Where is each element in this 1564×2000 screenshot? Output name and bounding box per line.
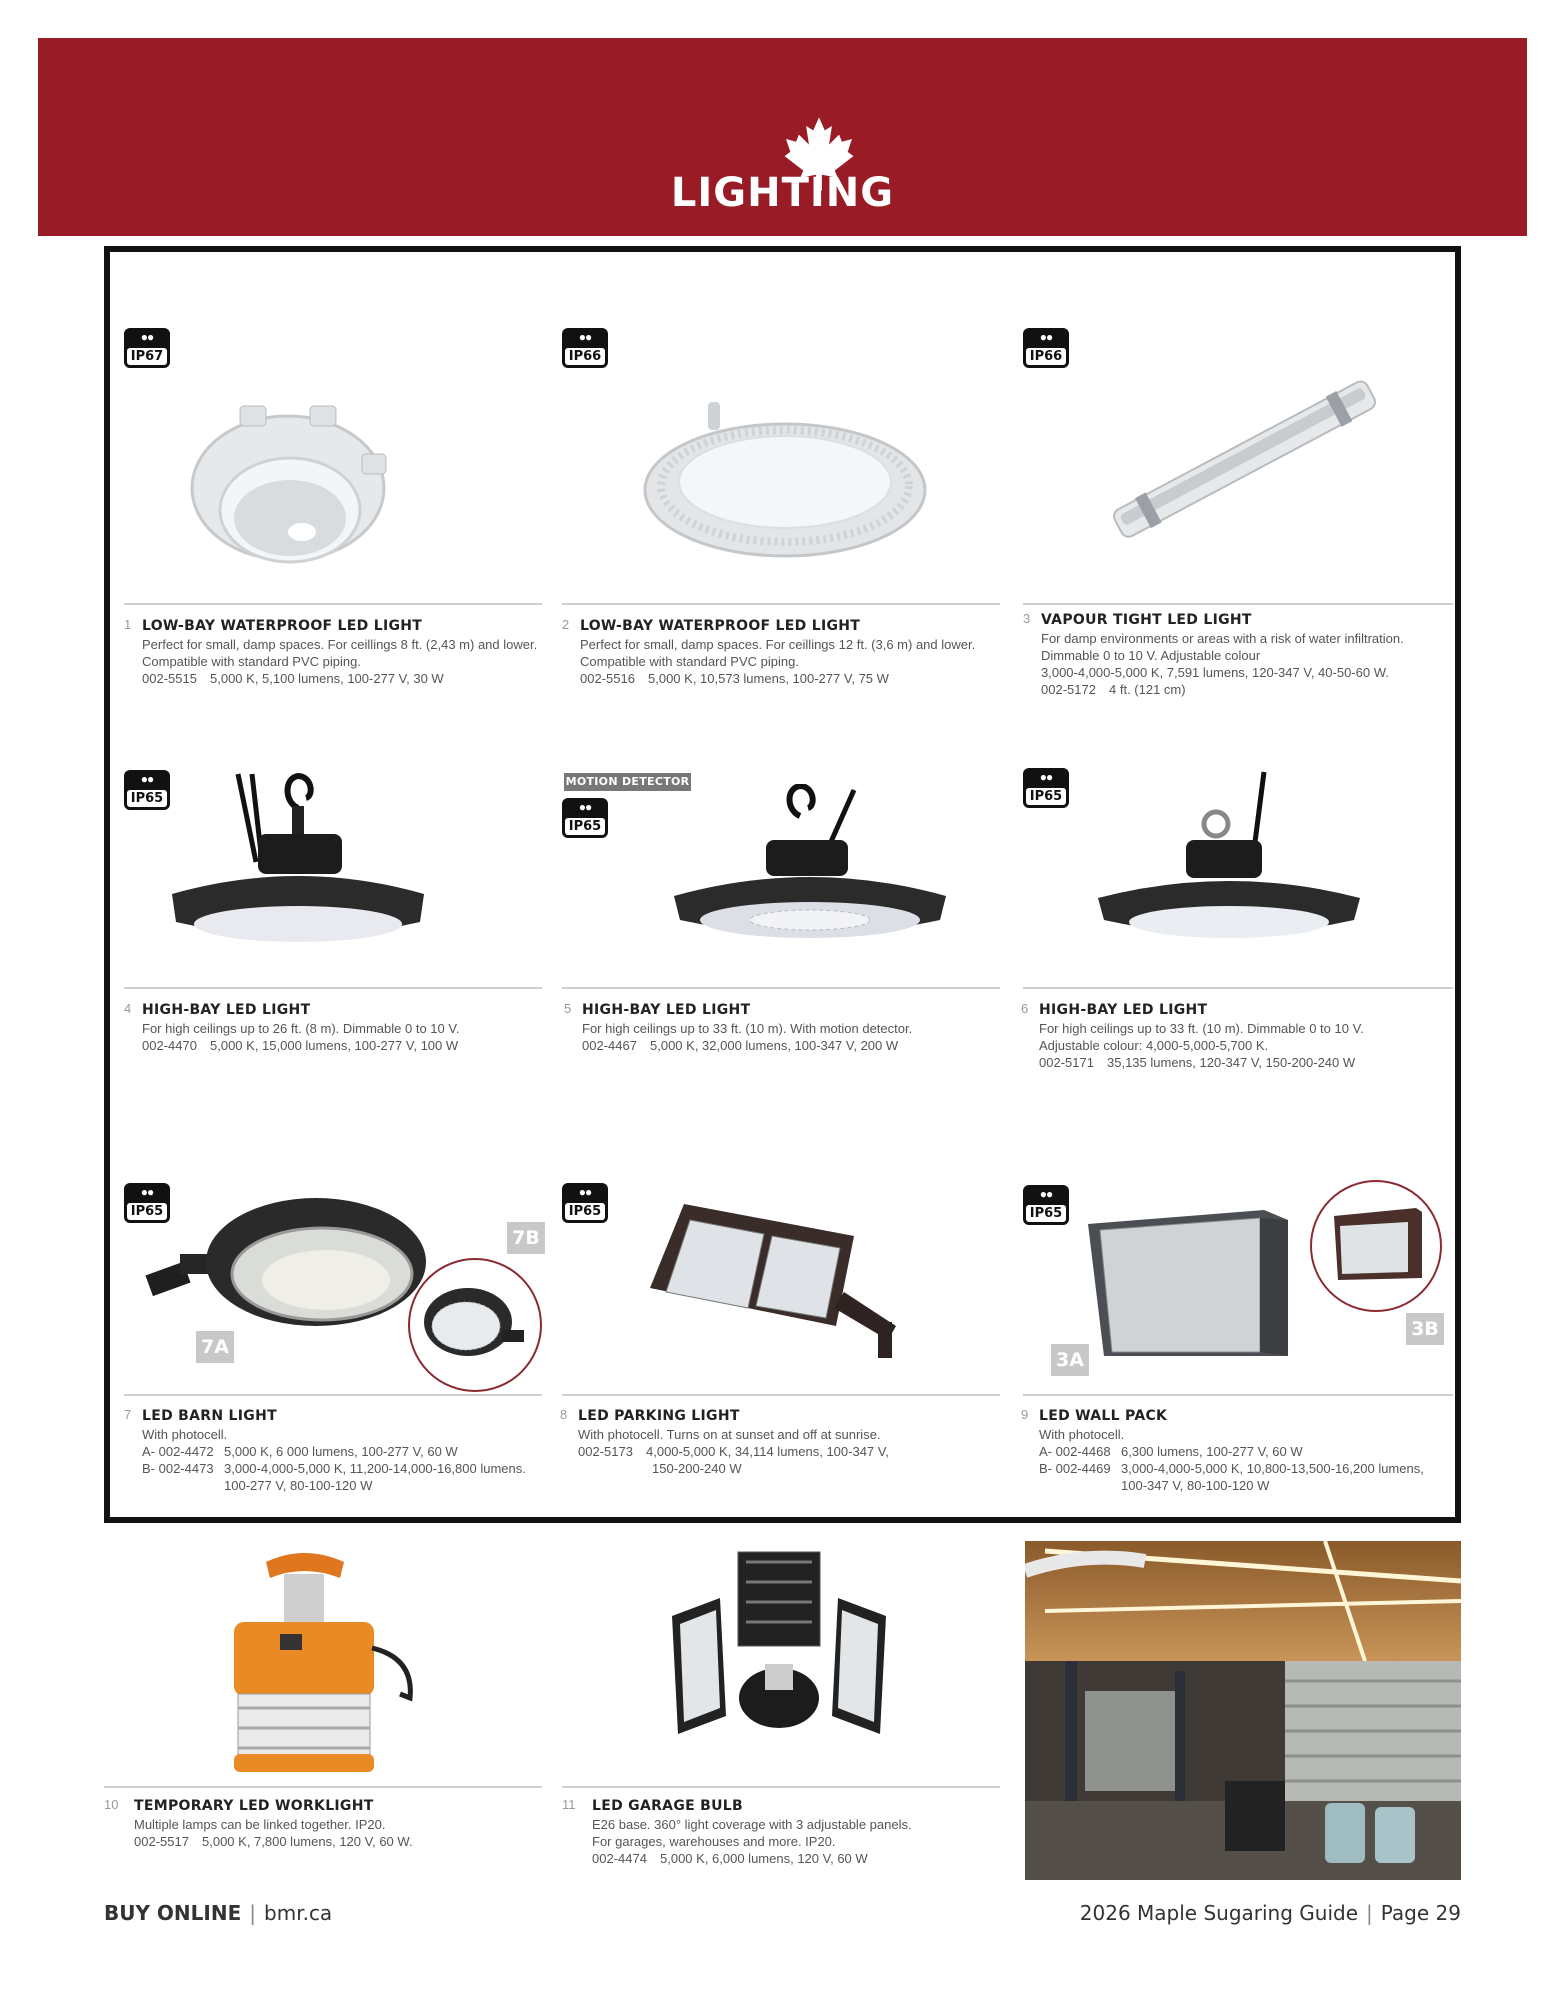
water-drops-icon: ●●: [578, 1185, 592, 1199]
sku: A- 002-4468: [1039, 1444, 1111, 1459]
product-title: LED PARKING LIGHT: [578, 1408, 740, 1424]
buy-online-label: BUY ONLINE: [104, 1901, 242, 1925]
sku: 002-5516: [580, 671, 635, 686]
variant-label: 3A: [1051, 1344, 1089, 1376]
sku: 002-4474: [592, 1851, 647, 1866]
product-description: 8 LED PARKING LIGHT With photocell. Turns on at sunset and off at sunrise. 002-5173 4,000-5,000 K, 34,114 lumens, 100-347 V, 150-200-240 W: [560, 1406, 1000, 1477]
vapour-tight-light-image: [1100, 370, 1390, 550]
product-description: 9 LED WALL PACK With photocell. A- 002-4468 6,300 lumens, 100-277 V, 60 W B- 002-4469 3,000-4,000-5,000 K, 10,800-13,500-16,200 lumens, 100-347 V, 80-100-120 W: [1021, 1406, 1461, 1494]
divider: [124, 1394, 542, 1396]
variant-inset: [408, 1258, 542, 1392]
product-title: LED WALL PACK: [1039, 1408, 1168, 1424]
product-description: 5 HIGH-BAY LED LIGHT For high ceilings up to 33 ft. (10 m). With motion detector. 002-4467 5,000 K, 32,000 lumens, 100-347 V, 200 W: [564, 1000, 1004, 1054]
divider: [562, 603, 1000, 605]
parking-light-image: [644, 1196, 924, 1376]
motion-detector-tag: MOTION DETECTOR: [564, 773, 691, 791]
product-title: TEMPORARY LED WORKLIGHT: [134, 1798, 374, 1814]
page-number: Page 29: [1380, 1901, 1461, 1925]
divider: [1023, 603, 1453, 605]
product-title: LOW-BAY WATERPROOF LED LIGHT: [142, 618, 423, 634]
ip-rating-badge: ●● IP65: [1023, 768, 1069, 808]
product-description: 3 VAPOUR TIGHT LED LIGHT For damp environments or areas with a risk of water infiltration. Dimmable 0 to 10 V. Adjustable colour 3,000-4,000-5,000 K, 7,591 lumens, 120-347 V, 40-50-60 W. 002-5172 4 ft. (121 cm): [1023, 610, 1463, 698]
variant-label: 7A: [196, 1331, 234, 1363]
product-title: LED BARN LIGHT: [142, 1408, 277, 1424]
water-drops-icon: ●●: [578, 800, 592, 814]
sku: 002-5515: [142, 671, 197, 686]
water-drops-icon: ●●: [1039, 330, 1053, 344]
sku: 002-5173: [578, 1444, 633, 1459]
ip-rating-badge: ●● IP66: [562, 328, 608, 368]
wall-pack-variant-image: [1312, 1182, 1440, 1310]
product-title: LOW-BAY WATERPROOF LED LIGHT: [580, 618, 861, 634]
high-bay-light-image: [1094, 770, 1364, 960]
divider: [124, 603, 542, 605]
barn-light-variant-image: [410, 1260, 540, 1390]
website-link[interactable]: bmr.ca: [264, 1901, 333, 1925]
ip-rating-badge: ●● IP65: [562, 798, 608, 838]
product-description: 4 HIGH-BAY LED LIGHT For high ceilings up to 26 ft. (8 m). Dimmable 0 to 10 V. 002-4470 5,000 K, 15,000 lumens, 100-277 V, 100 W: [124, 1000, 564, 1054]
sku: B- 002-4469: [1039, 1461, 1111, 1476]
page-title: LIGHTING: [670, 170, 895, 216]
divider: [1023, 987, 1453, 989]
ip-rating-badge: ●● IP67: [124, 328, 170, 368]
footer-left: BUY ONLINE | bmr.ca: [104, 1901, 333, 1925]
product-title: LED GARAGE BULB: [592, 1798, 743, 1814]
variant-inset: [1310, 1180, 1442, 1312]
barn-light-image: [140, 1184, 430, 1364]
water-drops-icon: ●●: [140, 1185, 154, 1199]
sku: 002-5172: [1041, 682, 1096, 697]
low-bay-light-image: [178, 400, 398, 580]
variant-label: 7B: [507, 1222, 545, 1254]
divider: [104, 1786, 542, 1788]
sku: 002-5517: [134, 1834, 189, 1849]
product-title: HIGH-BAY LED LIGHT: [1039, 1002, 1208, 1018]
garage-bulb-image: [664, 1548, 894, 1778]
low-bay-light-image: [640, 400, 930, 560]
guide-title: 2026 Maple Sugaring Guide: [1079, 1901, 1359, 1925]
ip-rating-badge: ●● IP66: [1023, 328, 1069, 368]
sku: A- 002-4472: [142, 1444, 214, 1459]
divider: [124, 987, 542, 989]
product-description: 6 HIGH-BAY LED LIGHT For high ceilings up to 33 ft. (10 m). Dimmable 0 to 10 V. Adjustable colour: 4,000-5,000-5,700 K. 002-5171 35,135 lumens, 120-347 V, 150-200-240 W: [1021, 1000, 1461, 1071]
variant-label: 3B: [1406, 1313, 1444, 1345]
water-drops-icon: ●●: [140, 772, 154, 786]
sku: 002-4467: [582, 1038, 637, 1053]
warehouse-image: [1025, 1541, 1461, 1880]
sku: 002-5171: [1039, 1055, 1094, 1070]
warehouse-photo: [1025, 1541, 1461, 1880]
ip-rating-badge: ●● IP65: [1023, 1185, 1069, 1225]
product-description: 1 LOW-BAY WATERPROOF LED LIGHT Perfect for small, damp spaces. For ceillings 8 ft. (2,43 m) and lower. Compatible with standard PVC piping. 002-5515 5,000 K, 5,100 lumens, 100-277 V, 30 W: [124, 616, 564, 687]
divider: [1023, 1394, 1453, 1396]
product-description: 10 TEMPORARY LED WORKLIGHT Multiple lamps can be linked together. IP20. 002-5517 5,000 K, 7,800 lumens, 120 V, 60 W.: [104, 1796, 554, 1850]
header-banner: [38, 38, 1527, 236]
ip-rating-badge: ●● IP65: [124, 1183, 170, 1223]
divider: [562, 1394, 1000, 1396]
high-bay-light-image: [168, 772, 428, 972]
product-description: 2 LOW-BAY WATERPROOF LED LIGHT Perfect for small, damp spaces. For ceillings 12 ft. (3,6 m) and lower. Compatible with standard PVC piping. 002-5516 5,000 K, 10,573 lumens, 100-277 V, 75 W: [562, 616, 1002, 687]
sku: B- 002-4473: [142, 1461, 214, 1476]
ip-rating-badge: ●● IP65: [562, 1183, 608, 1223]
water-drops-icon: ●●: [140, 330, 154, 344]
divider: [562, 1786, 1000, 1788]
sku: 002-4470: [142, 1038, 197, 1053]
product-title: VAPOUR TIGHT LED LIGHT: [1041, 612, 1252, 628]
product-title: HIGH-BAY LED LIGHT: [142, 1002, 311, 1018]
ip-rating-badge: ●● IP65: [124, 770, 170, 810]
water-drops-icon: ●●: [1039, 770, 1053, 784]
product-description: 7 LED BARN LIGHT With photocell. A- 002-4472 5,000 K, 6 000 lumens, 100-277 V, 60 W B- 002-4473 3,000-4,000-5,000 K, 11,200-14,000-16,800 lumens. 100-277 V, 80-100-120 W: [124, 1406, 564, 1494]
worklight-image: [214, 1548, 424, 1778]
divider: [562, 987, 1000, 989]
wall-pack-image: [1084, 1206, 1290, 1362]
high-bay-light-motion-image: [670, 784, 950, 954]
footer-right: 2026 Maple Sugaring Guide | Page 29: [1079, 1901, 1461, 1925]
product-title: HIGH-BAY LED LIGHT: [582, 1002, 751, 1018]
water-drops-icon: ●●: [1039, 1187, 1053, 1201]
water-drops-icon: ●●: [578, 330, 592, 344]
product-description: 11 LED GARAGE BULB E26 base. 360° light coverage with 3 adjustable panels. For garages, warehouses and more. IP20. 002-4474 5,000 K, 6,000 lumens, 120 V, 60 W: [562, 1796, 1012, 1867]
